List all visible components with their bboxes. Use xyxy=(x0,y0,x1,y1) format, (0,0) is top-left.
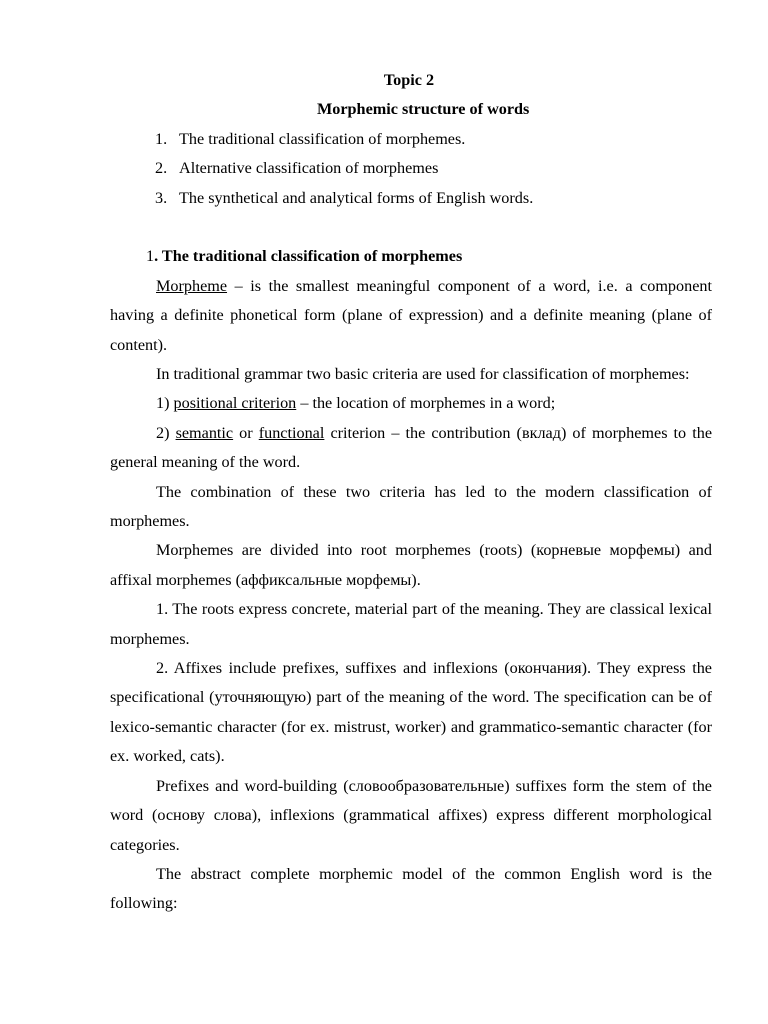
paragraph-text: – the location of morphemes in a word; xyxy=(296,394,556,413)
paragraph-text: criterion – the contribution (вклад) of morphemes to the general meaning of the word. xyxy=(110,423,712,472)
paragraph-model: The abstract complete morphemic model of the common English word is the following: xyxy=(110,864,712,913)
term-positional-criterion: positional criterion xyxy=(173,394,297,413)
paragraph-text: – is the smallest meaningful component of a word, i.e. a component having a definite phonetical form (plane of expression) and a definite meaning (plane of content). xyxy=(110,276,712,354)
outline-text: The synthetical and analytical forms of English words. xyxy=(179,188,534,207)
term-semantic: semantic xyxy=(175,423,234,442)
body-text xyxy=(110,272,712,919)
outline-number: 1. xyxy=(155,129,168,148)
outline-item xyxy=(155,125,533,154)
topic-outline xyxy=(155,125,533,213)
paragraph-affixes: 2. Affixes include prefixes, suffixes and inflexions (окончания). They express the specificational (уточняющую) part of the meaning of the word. The specification can be of lexico-semantic character (for ex. mistrust, worker) and grammatico-semantic character (for ex. worked, cats). xyxy=(110,659,712,766)
paragraph-roots: 1. The roots express concrete, material part of the meaning. They are classical lexical morphemes. xyxy=(110,600,712,648)
paragraph-combination: The combination of these two criteria has led to the modern classification of morphemes. xyxy=(110,482,712,531)
section-heading xyxy=(146,242,462,271)
outline-number: 2. xyxy=(155,159,168,178)
outline-item xyxy=(155,154,533,183)
topic-subtitle: Morphemic structure of words xyxy=(317,100,530,119)
paragraph-criteria: In traditional grammar two basic criteria are used for classification of morphemes: xyxy=(156,365,690,384)
paragraph-semantic-criterion xyxy=(110,419,712,478)
outline-item xyxy=(155,184,533,213)
paragraph-morpheme-definition xyxy=(110,272,712,360)
paragraph-stem: Prefixes and word-building (словообразовательные) suffixes form the stem of the word (основу слова), inflexions (grammatical affixes) express different morphological categories. xyxy=(110,776,712,854)
topic-heading: Topic 2 xyxy=(383,71,435,89)
paragraph-positional-criterion xyxy=(110,389,712,418)
term-morpheme: Morpheme xyxy=(156,276,228,295)
list-marker: 1) xyxy=(156,394,174,413)
outline-text: The traditional classification of morphemes. xyxy=(179,129,466,148)
term-functional: functional xyxy=(258,423,325,442)
section-number: 1 xyxy=(146,247,155,266)
list-marker: 2) xyxy=(156,423,176,442)
section-title: . The traditional classification of morphemes xyxy=(154,247,463,266)
outline-number: 3. xyxy=(155,188,168,207)
paragraph-division: Morphemes are divided into root morphemes (roots) (корневые морфемы) and affixal morphemes (аффиксальные морфемы). xyxy=(110,541,712,589)
outline-text: Alternative classification of morphemes xyxy=(179,159,439,178)
paragraph-text: or xyxy=(233,423,259,442)
